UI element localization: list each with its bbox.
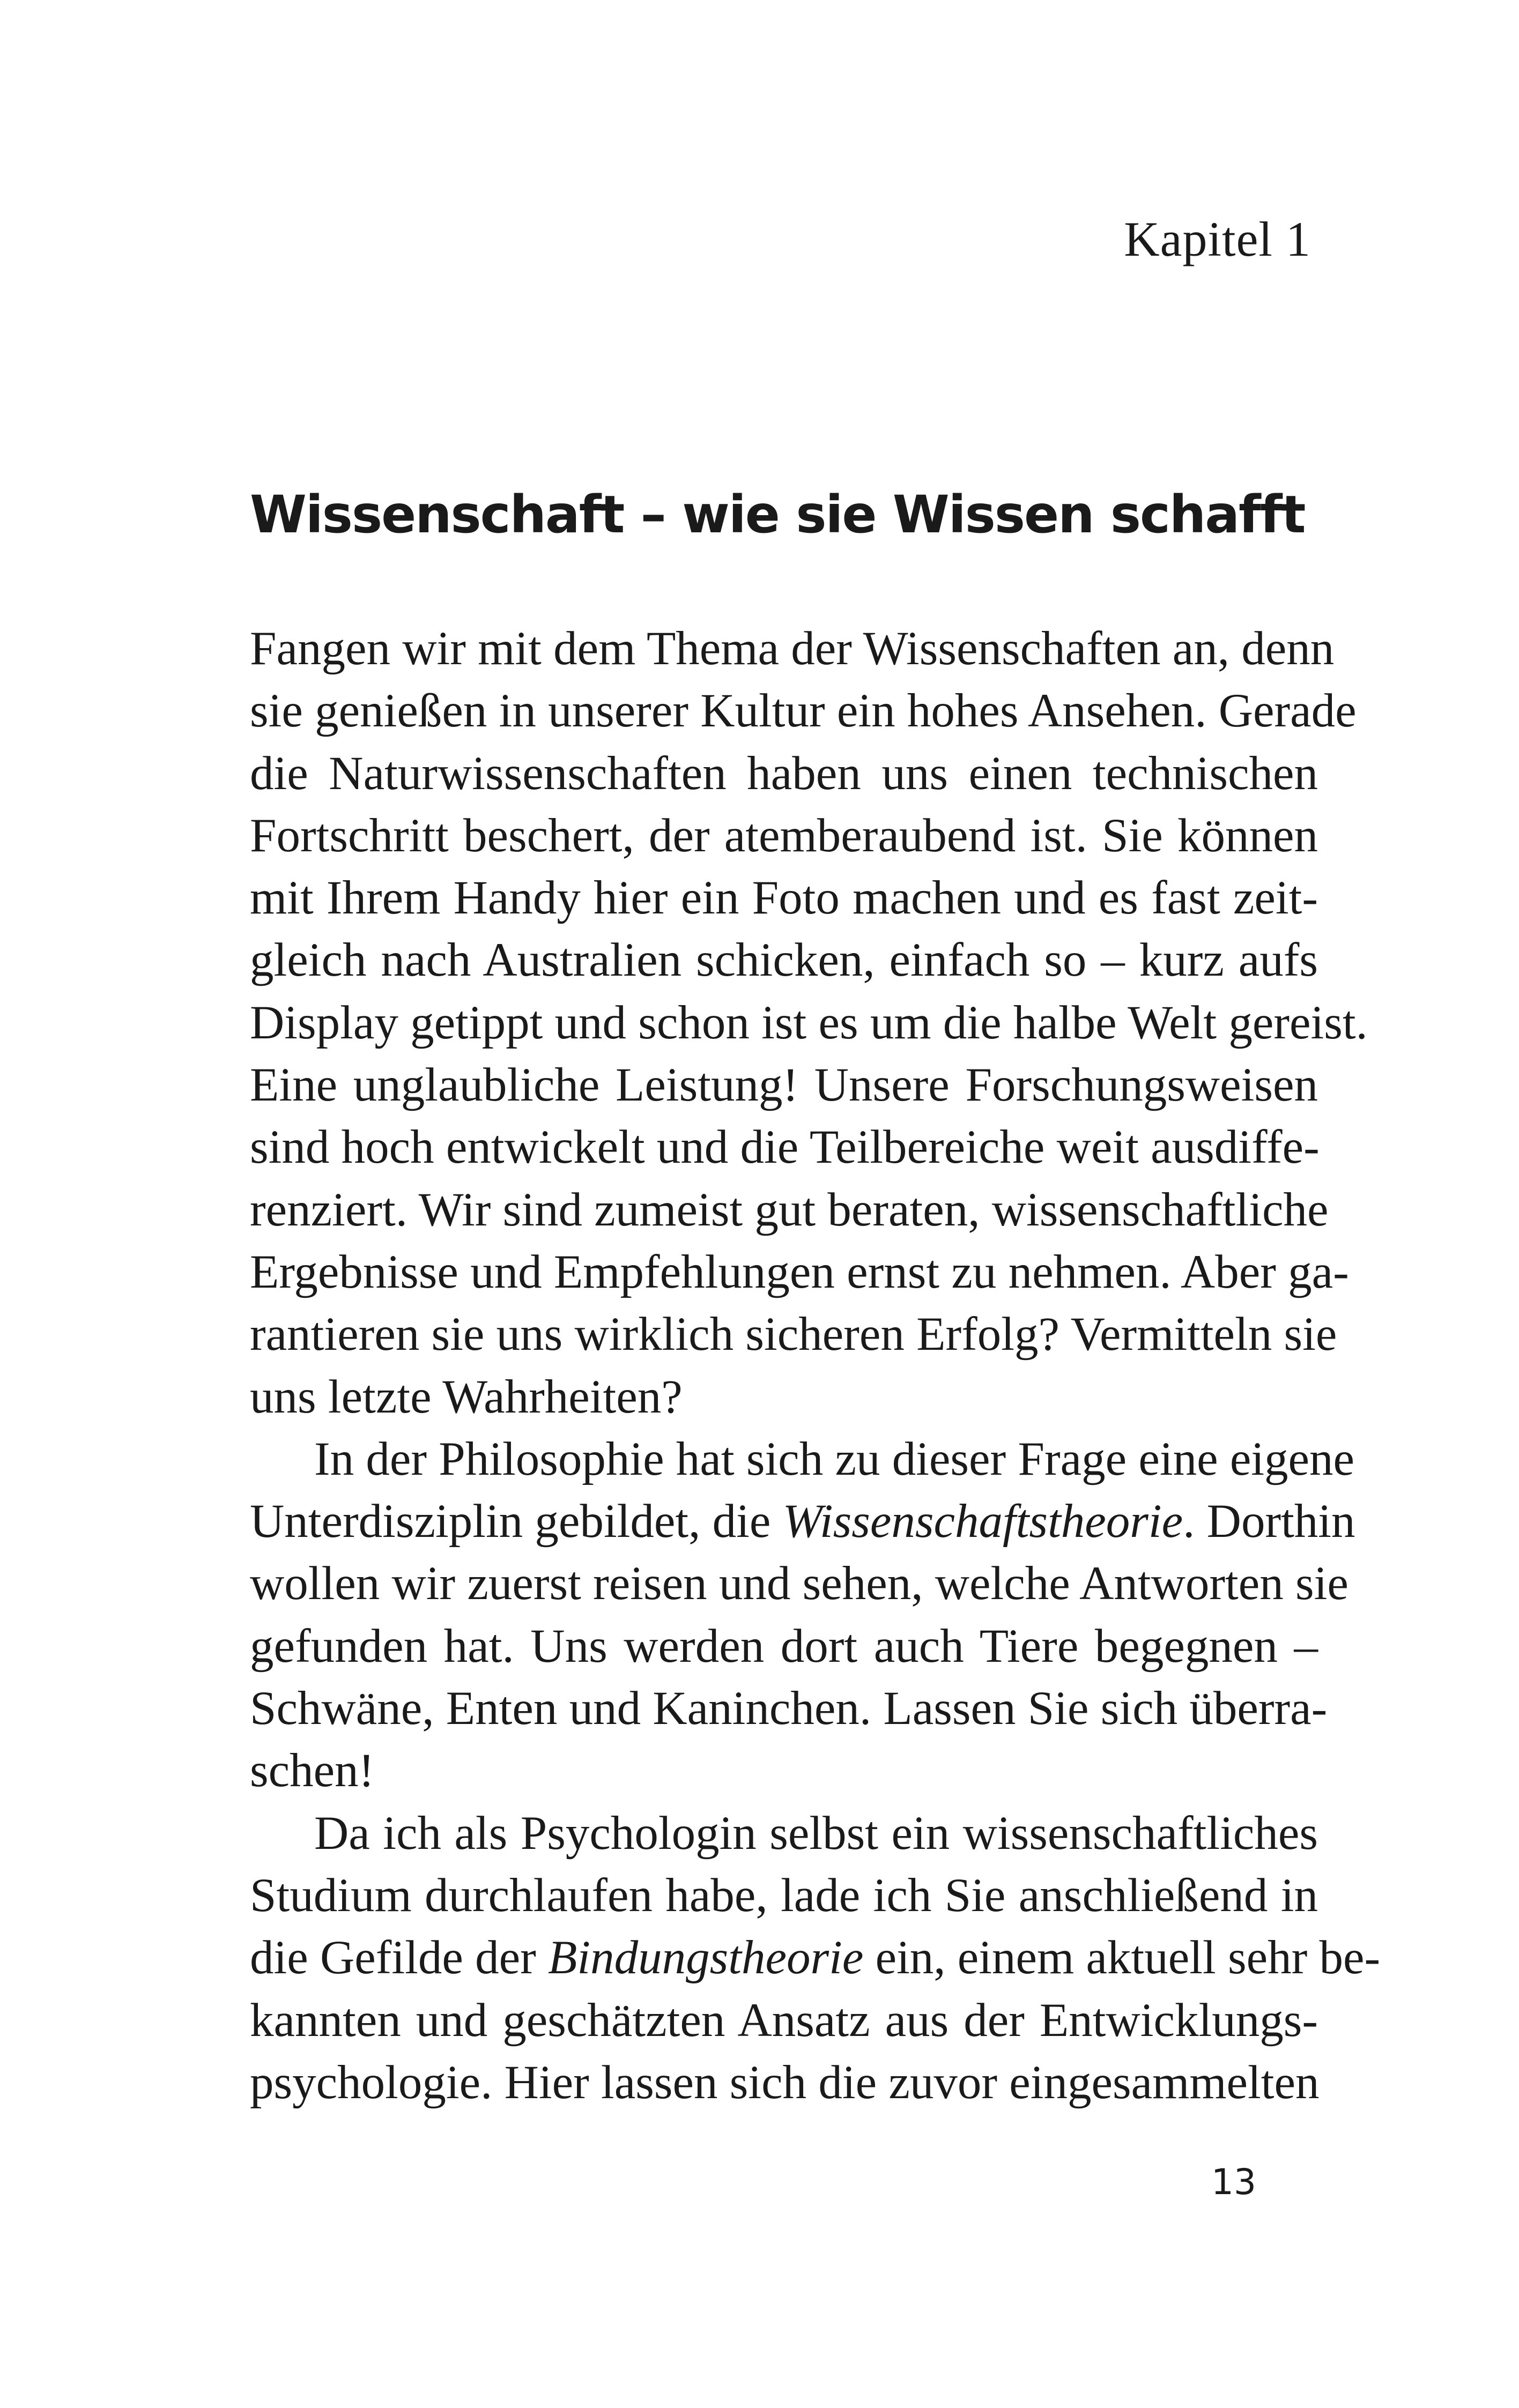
- text-segment: Unterdisziplin gebildet, die: [250, 1495, 783, 1548]
- chapter-label: Kapitel 1: [1124, 212, 1311, 266]
- text-line: schen!: [250, 1744, 375, 1797]
- text-segment: ein, einem aktuell sehr be-: [863, 1931, 1381, 1985]
- text-line: gleich nach Australien schicken, einfach so – kurz aufs: [250, 934, 1318, 987]
- text-line: [250, 1927, 1381, 1989]
- text-line: renziert. Wir sind zumeist gut beraten, wissenschaftliche: [250, 1183, 1329, 1236]
- text-line: In der Philosophie hat sich zu dieser Frage eine eigene: [314, 1432, 1355, 1485]
- text-line: psychologie. Hier lassen sich die zuvor eingesammelten: [250, 2056, 1320, 2109]
- chapter-title: Wissenschaft – wie sie Wissen schafft: [250, 485, 1305, 545]
- text-line: kannten und geschätzten Ansatz aus der Entwicklungs-: [250, 1994, 1318, 2047]
- text-line: Eine unglaubliche Leistung! Unsere Forschungsweisen: [250, 1059, 1318, 1112]
- page-number: 13: [1211, 2161, 1256, 2203]
- text-line: mit Ihrem Handy hier ein Foto machen und es fast zeit-: [250, 872, 1318, 925]
- text-line: sind hoch entwickelt und die Teilbereiche weit ausdiffe-: [250, 1121, 1320, 1174]
- text-line: Studium durchlaufen habe, lade ich Sie anschließend in: [250, 1869, 1318, 1922]
- text-segment: die Gefilde der: [250, 1931, 548, 1985]
- text-line: Fortschritt beschert, der atemberaubend ist. Sie können: [250, 809, 1318, 862]
- emphasis-term: Wissenschaftstheorie: [782, 1495, 1183, 1548]
- text-line: Display getippt und schon ist es um die halbe Welt gereist.: [250, 996, 1368, 1049]
- text-line: wollen wir zuerst reisen und sehen, welche Antworten sie: [250, 1557, 1348, 1610]
- paragraph-3: [250, 1802, 1381, 2114]
- text-segment: . Dorthin: [1183, 1495, 1355, 1548]
- paragraph-2: [250, 1428, 1355, 1802]
- paragraph-1: [250, 618, 1368, 1428]
- text-line: rantieren sie uns wirklich sicheren Erfolg? Vermitteln sie: [250, 1308, 1337, 1361]
- text-line: [250, 1490, 1355, 1552]
- text-line: sie genießen in unserer Kultur ein hohes Ansehen. Gerade: [250, 685, 1357, 738]
- text-line: Da ich als Psychologin selbst ein wissenschaftliches: [314, 1807, 1318, 1860]
- text-line: Schwäne, Enten und Kaninchen. Lassen Sie sich überra-: [250, 1682, 1328, 1735]
- text-line: uns letzte Wahrheiten?: [250, 1370, 683, 1423]
- text-line: die Naturwissenschaften haben uns einen technischen: [250, 747, 1318, 800]
- text-line: Fangen wir mit dem Thema der Wissenschaften an, denn: [250, 622, 1335, 675]
- body-text: [250, 618, 1381, 2114]
- text-line: gefunden hat. Uns werden dort auch Tiere begegnen –: [250, 1619, 1318, 1673]
- text-line: Ergebnisse und Empfehlungen ernst zu nehmen. Aber ga-: [250, 1245, 1349, 1298]
- emphasis-term: Bindungstheorie: [548, 1931, 864, 1985]
